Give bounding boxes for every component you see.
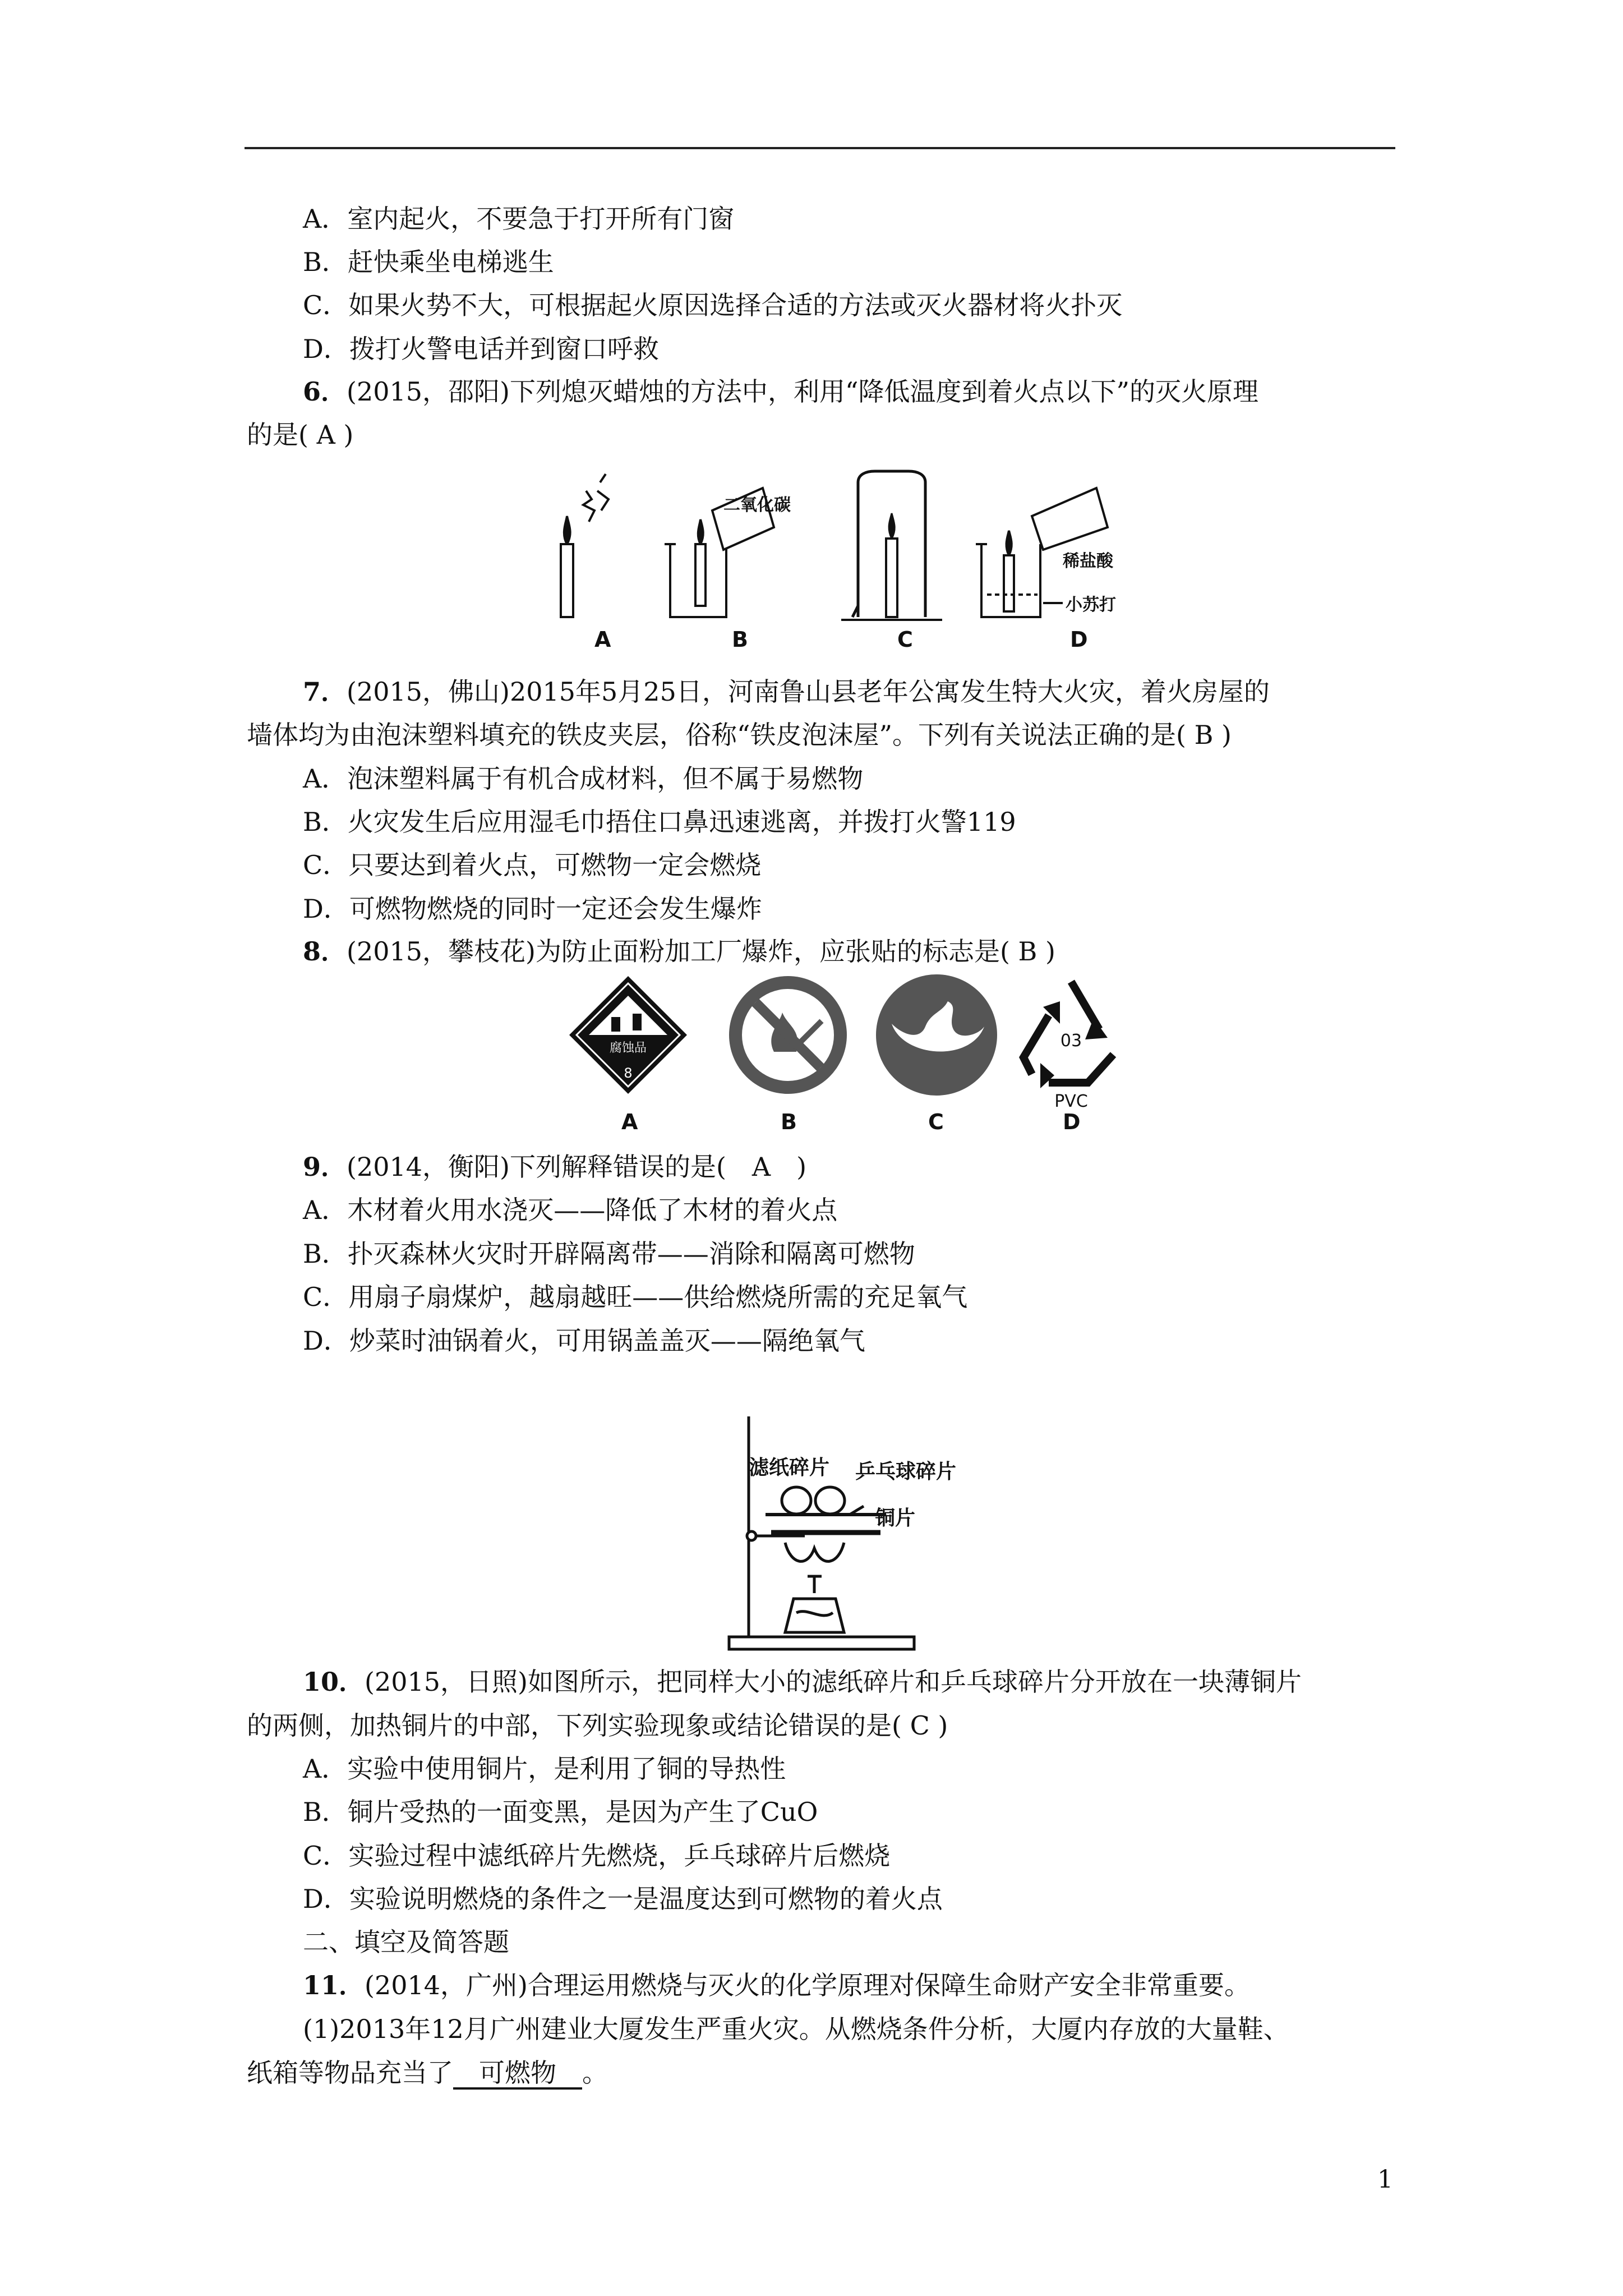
q8-stem xyxy=(303,935,1055,968)
q10-number: 10． xyxy=(303,1667,365,1697)
q8-caption-d: D xyxy=(1063,1110,1081,1134)
q8-caption-a: A xyxy=(621,1110,638,1134)
q7-stem-line2: 墙体均为由泡沫塑料填充的铁皮夹层，俗称“铁皮泡沫屋”。下列有关说法正确的是( B ) xyxy=(247,720,1232,750)
header-rule xyxy=(245,147,1395,149)
q8-caption-c: C xyxy=(928,1110,944,1134)
q11-sub1-text: 纸箱等物品充当了 xyxy=(247,2058,453,2088)
q11-sub1-end: 。 xyxy=(582,2058,608,2088)
q5-option-d: D．拨打火警电话并到窗口呼救 xyxy=(303,334,659,364)
q6-caption-d: D xyxy=(1070,627,1088,652)
q8-sign-figure xyxy=(566,973,1127,1108)
q6-figure-c xyxy=(841,471,942,620)
q5-option-a: A．室内起火，不要急于打开所有门窗 xyxy=(303,204,735,234)
q5-option-c: C．如果火势不大，可根据起火原因选择合适的方法或灭火器材将火扑灭 xyxy=(303,290,1123,320)
q7-option-d: D．可燃物燃烧的同时一定还会发生爆炸 xyxy=(303,894,762,924)
q6-candle-figure xyxy=(538,466,1150,623)
q8-sign-b-no-fire-icon xyxy=(729,976,847,1094)
q9-option-b: B．扑灭森林火灾时开辟隔离带——消除和隔离可燃物 xyxy=(303,1239,915,1269)
section-heading: 二、填空及简答题 xyxy=(303,1927,509,1957)
q6-caption-b: B xyxy=(732,627,748,652)
q8-corrosive-label: 腐蚀品 xyxy=(609,1041,647,1055)
q8-stem-text: (2015，攀枝花)为防止面粉加工厂爆炸，应张贴的标志是( B ) xyxy=(347,936,1055,967)
q6-soda-label: 小苏打 xyxy=(1066,595,1116,615)
q10-copper-label: 铜片 xyxy=(875,1507,916,1530)
q6-acid-label: 稀盐酸 xyxy=(1063,551,1113,571)
q6-stem-text1: (2015，邵阳)下列熄灭蜡烛的方法中，利用“降低温度到着火点以下”的灭火原理 xyxy=(347,376,1259,407)
q9-number: 9． xyxy=(303,1152,347,1182)
q11-sub1-answer: 可燃物 xyxy=(453,2058,582,2088)
q9-option-a: A．木材着火用水浇灭——降低了木材的着火点 xyxy=(303,1195,838,1225)
page-number: 1 xyxy=(1377,2165,1393,2194)
q10-stem-line1 xyxy=(303,1665,1302,1699)
q6-caption-a: A xyxy=(594,627,611,652)
q6-stem-line2: 的是( A ) xyxy=(247,420,354,450)
q10-option-a: A．实验中使用铜片，是利用了铜的导热性 xyxy=(303,1754,786,1784)
q11-stem xyxy=(303,1968,1250,2002)
q6-caption-c: C xyxy=(897,627,913,652)
q11-sub1-line2 xyxy=(247,2056,608,2090)
q11-sub1-line1: (1)2013年12月广州建业大厦发生严重火灾。从燃烧条件分析，大厦内存放的大量鞋、 xyxy=(303,2014,1289,2044)
q10-stem-text1: (2015，日照)如图所示，把同样大小的滤纸碎片和乒乓球碎片分开放在一块薄铜片 xyxy=(365,1667,1302,1697)
q6-co2-label: 二氧化碳 xyxy=(723,495,791,515)
q10-paper-label: 滤纸碎片 xyxy=(749,1456,830,1479)
q6-stem-line1 xyxy=(303,375,1258,408)
q9-stem xyxy=(303,1150,806,1184)
q7-option-b: B．火灾发生后应用湿毛巾捂住口鼻迅速逃离，并拨打火警119 xyxy=(303,807,1016,837)
q9-stem-text: (2014，衡阳)下列解释错误的是( A ) xyxy=(347,1152,807,1182)
q8-recycle-number: 03 xyxy=(1060,1031,1082,1051)
q9-option-c: C．用扇子扇煤炉，越扇越旺——供给燃烧所需的充足氧气 xyxy=(303,1282,968,1312)
q11-stem-text: (2014，广州)合理运用燃烧与灭火的化学原理对保障生命财产安全非常重要。 xyxy=(365,1970,1250,2000)
q7-number: 7． xyxy=(303,677,347,707)
q5-option-b: B．赶快乘坐电梯逃生 xyxy=(303,247,554,277)
q11-number: 11． xyxy=(303,1970,365,2000)
q8-sign-c-icon xyxy=(876,974,997,1096)
q8-number: 8． xyxy=(303,936,347,967)
q7-stem-line1 xyxy=(303,675,1270,708)
q9-option-d: D．炒菜时油锅着火，可用锅盖盖灭——隔绝氧气 xyxy=(303,1326,865,1356)
q8-caption-b: B xyxy=(781,1110,797,1134)
q7-stem-text1: (2015，佛山)2015年5月25日，河南鲁山县老年公寓发生特大火灾，着火房屋的 xyxy=(347,677,1270,707)
q10-option-b: B．铜片受热的一面变黑，是因为产生了CuO xyxy=(303,1797,818,1827)
q8-recycle-code: PVC xyxy=(1054,1092,1088,1108)
q7-option-c: C．只要达到着火点，可燃物一定会燃烧 xyxy=(303,850,762,880)
q10-option-d: D．实验说明燃烧的条件之一是温度达到可燃物的着火点 xyxy=(303,1884,943,1914)
q10-option-c: C．实验过程中滤纸碎片先燃烧，乒乓球碎片后燃烧 xyxy=(303,1841,891,1871)
q6-number: 6． xyxy=(303,376,347,407)
q8-class8-label: 8 xyxy=(624,1065,633,1081)
q7-option-a: A．泡沫塑料属于有机合成材料，但不属于易燃物 xyxy=(303,763,864,794)
q10-stem-line2: 的两侧，加热铜片的中部，下列实验现象或结论错误的是( C ) xyxy=(247,1710,948,1741)
q10-apparatus-figure xyxy=(718,1408,1009,1655)
q6-figure-a xyxy=(561,474,608,617)
q10-pingpong-label: 乒乓球碎片 xyxy=(855,1460,957,1483)
